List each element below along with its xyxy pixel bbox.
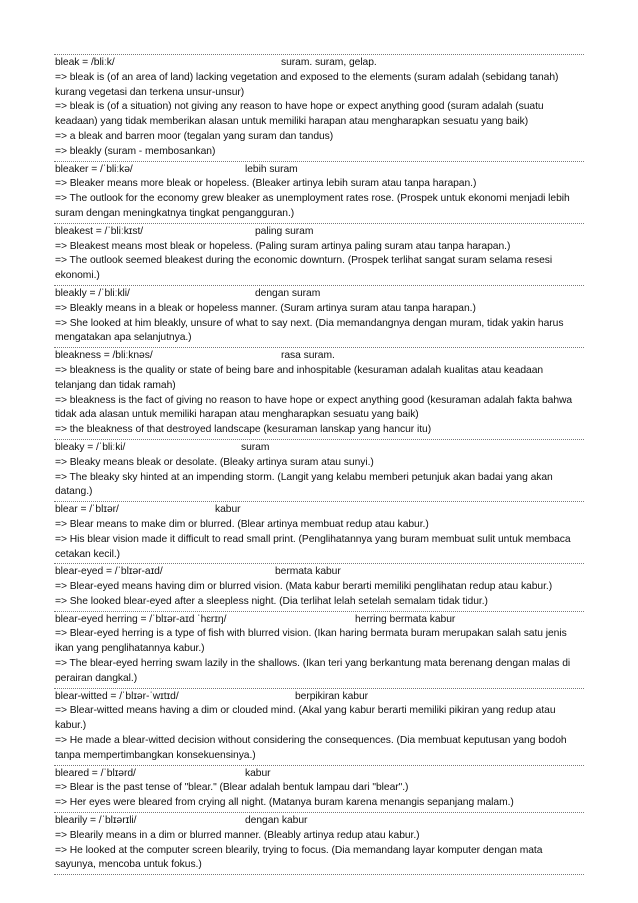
entry-definition-line: => He made a blear-witted decision without considering the consequences. (Dia membuat keputusan yang bodoh tanpa mempertimbangkan konsekuensinya.): [55, 735, 567, 761]
entry-definition-line: => bleakness is the fact of giving no reason to have hope or expect anything good (kesuraman adalah fakta bahwa tidak ada alasan untuk memiliki harapan atau mengharapkan sesuatu yang baik): [55, 394, 573, 421]
entry-meaning: lebih suram: [245, 163, 298, 175]
entry-definition-line: => The bleaky sky hinted at an impending storm. (Langit yang kelabu memberi petunjuk akan badai yang akan datang.): [55, 471, 553, 498]
entry-headword: bleaky = /ˈbliːki/: [55, 441, 126, 453]
entry-definition-line: => bleak is (of a situation) not giving any reason to have hope or expect anything good (suram adalah (suatu keadaan) yang tidak memberikan alasan untuk memiliki harapan atau mengharapkan sesuatu yang baik): [55, 101, 544, 128]
entry-definition-line: => bleakly (suram - membosankan): [55, 145, 216, 157]
dictionary-entry: [54, 501, 584, 563]
entry-header: [55, 349, 582, 364]
entry-definition-line: => The outlook for the economy grew bleaker as unemployment rates rose. (Prospek untuk ekonomi menjadi lebih suram dengan meningkatnya tingkat pengangguran.): [55, 193, 570, 219]
dictionary-entry: [54, 223, 584, 285]
entry-headword: blear = /ˈblɪər/: [55, 504, 119, 516]
entry-header: [55, 441, 582, 456]
entry-definition-line: => Her eyes were bleared from crying all night. (Matanya buram karena menangis sepanjang malam.): [55, 797, 514, 809]
entry-header: [55, 163, 582, 178]
entry-meaning: dengan suram: [255, 287, 321, 299]
entry-meaning: rasa suram.: [281, 350, 335, 362]
entry-definition-line: => Bleaky means bleak or desolate. (Bleaky artinya suram atau sunyi.): [55, 456, 374, 468]
entry-header: [55, 287, 582, 302]
entry-headword: bleaker = /ˈbliːkə/: [55, 163, 133, 175]
entry-definition-line: => Bleakly means in a bleak or hopeless manner. (Suram artinya suram atau tanpa harapan.): [55, 302, 476, 314]
entry-definition-line: => Blear-witted means having a dim or clouded mind. (Akal yang kabur berarti memiliki pikiran yang redup atau kabur.): [55, 705, 556, 732]
entry-meaning: suram: [241, 441, 270, 453]
entry-header: [55, 56, 582, 71]
entry-headword: bleakness = /bliːknəs/: [55, 350, 153, 362]
entry-definition-line: => a bleak and barren moor (tegalan yang suram dan tandus): [55, 130, 334, 142]
entry-definition-line: => He looked at the computer screen blearily, trying to focus. (Dia memandang layar komputer dengan mata sayunya, mencoba untuk fokus.): [55, 844, 543, 871]
dictionary-entry: [54, 285, 584, 347]
entry-meaning: suram. suram, gelap.: [281, 57, 377, 68]
dictionary-page: [54, 54, 584, 875]
entry-meaning: paling suram: [255, 225, 314, 237]
entry-header: [55, 613, 582, 628]
dictionary-entry: [54, 347, 584, 439]
entry-headword: bleakest = /ˈbliːkɪst/: [55, 225, 144, 237]
entry-headword: blearily = /ˈblɪərɪli/: [55, 815, 137, 827]
dictionary-entry: [54, 611, 584, 688]
entry-definition-line: => the bleakness of that destroyed landscape (kesuraman lanskap yang hancur itu): [55, 424, 432, 436]
entry-header: [55, 814, 582, 829]
entry-definition-line: => Blear-eyed herring is a type of fish with blurred vision. (Ikan haring bermata buram merupakan salah satu jenis ikan yang penglihatannya kabur.): [55, 628, 567, 655]
entry-header: [55, 503, 582, 518]
entry-meaning: kabur: [245, 767, 271, 779]
entry-definition-line: => Blearily means in a dim or blurred manner. (Bleably artinya redup atau kabur.): [55, 829, 420, 841]
entry-header: [55, 690, 582, 705]
entry-definition-line: => The blear-eyed herring swam lazily in the shallows. (Ikan teri yang berkantung mata berenang dengan malas di perairan dangkal.): [55, 658, 571, 684]
dictionary-entry: [54, 688, 584, 765]
dictionary-entry: [54, 54, 584, 161]
entry-headword: bleared = /ˈblɪərd/: [55, 767, 136, 779]
entry-headword: blear-eyed herring = /ˈblɪər-aɪd ˈhɛrɪŋ/: [55, 613, 227, 625]
entry-headword: blear-eyed = /ˈblɪər-aɪd/: [55, 566, 163, 578]
entry-definition-line: => bleakness is the quality or state of being bare and inhospitable (kesuraman adalah kualitas atau keadaan telanjang dan tidak ramah): [55, 364, 544, 391]
entry-header: [55, 225, 582, 240]
entry-meaning: bermata kabur: [275, 566, 341, 578]
entry-definition-line: => Blear-eyed means having dim or blurred vision. (Mata kabur berarti memiliki penglihatan redup atau kabur.): [55, 581, 553, 593]
entry-headword: bleak = /bliːk/: [55, 57, 115, 68]
dictionary-entry: [54, 439, 584, 501]
entry-meaning: berpikiran kabur: [295, 690, 369, 702]
entry-meaning: herring bermata kabur: [355, 613, 456, 625]
entry-meaning: kabur: [215, 504, 241, 516]
dictionary-entry: [54, 161, 584, 223]
entry-definition-line: => bleak is (of an area of land) lacking vegetation and exposed to the elements (suram adalah (sebidang tanah) kurang vegetasi dan terkena unsur-unsur): [55, 71, 559, 98]
entry-definition-line: => She looked at him bleakly, unsure of what to say next. (Dia memandangnya dengan muram, tidak yakin harus mengatakan apa selanjutnya.): [55, 317, 564, 344]
entry-meaning: dengan kabur: [245, 815, 308, 827]
dictionary-entry: [54, 812, 584, 875]
entry-definition-line: => Blear means to make dim or blurred. (Blear artinya membuat redup atau kabur.): [55, 518, 429, 530]
entry-definition-line: => Bleakest means most bleak or hopeless. (Paling suram artinya paling suram atau tanpa harapan.): [55, 240, 511, 252]
entry-headword: bleakly = /ˈbliːkli/: [55, 287, 130, 299]
entry-definition-line: => Bleaker means more bleak or hopeless. (Bleaker artinya lebih suram atau tanpa harapan.): [55, 178, 477, 190]
entry-header: [55, 767, 582, 782]
entry-definition-line: => The outlook seemed bleakest during the economic downturn. (Prospek terlihat sangat suram selama resesi ekonomi.): [55, 255, 553, 282]
dictionary-entry: [54, 765, 584, 812]
entry-definition-line: => She looked blear-eyed after a sleepless night. (Dia terlihat lelah setelah semalam tidak tidur.): [55, 595, 488, 607]
entry-definition-line: => Blear is the past tense of "blear." (Blear adalah bentuk lampau dari "blear".): [55, 782, 409, 794]
entry-header: [55, 565, 582, 580]
dictionary-entry: [54, 563, 584, 610]
entry-definition-line: => His blear vision made it difficult to read small print. (Penglihatannya yang buram membuat sulit untuk membaca cetakan kecil.): [55, 533, 571, 560]
entry-headword: blear-witted = /ˈblɪər-ˈwɪtɪd/: [55, 690, 179, 702]
